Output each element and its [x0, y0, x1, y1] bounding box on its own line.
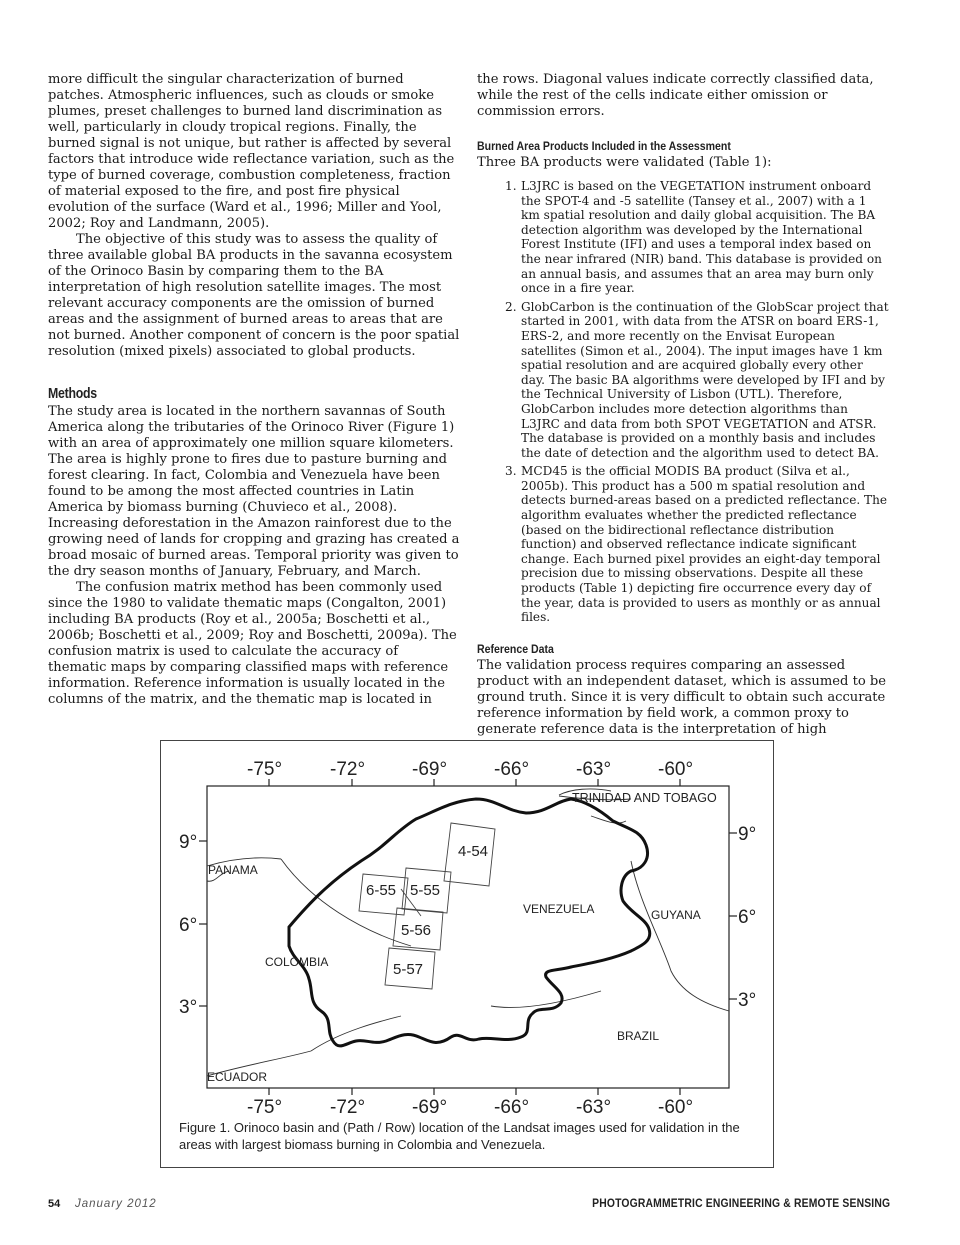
paragraph: The validation process requires comparing an assessed product with an independent dataset, which is assumed to be ground truth. Since it is very difficult to obtain such accurate reference information by field work, a common proxy to generate reference data is the interpretation of high: [477, 657, 887, 737]
lat-label: 6°: [179, 915, 198, 936]
lon-label: -60°: [658, 759, 694, 780]
lat-label: 3°: [738, 990, 757, 1011]
lon-label: -72°: [330, 1097, 366, 1118]
country-label: VENEZUELA: [523, 902, 595, 916]
scene-label: 6-55: [366, 882, 397, 899]
lon-label: -66°: [494, 1097, 530, 1118]
list-text: MCD45 is the official MODIS BA product (Silva et al., 2005b). This product has a 500 m spatial resolution and detects burned-areas based on a predicted reflectance. The algorithm evaluates whether the predicted reflectance (based on the bidirectional reflectance distribution function) and observed reflectance indicate significant change. Each burned pixel provides an eight-day temporal precision due to missing observations. Despite all these products (Table 1) depicting fire occurrence every day of the year, data is provided to users as monthly or as annual files.: [521, 464, 888, 625]
journal-name: PHOTOGRAMMETRIC ENGINEERING & REMOTE SENSING: [591, 1198, 890, 1210]
lon-label: -69°: [412, 759, 448, 780]
figure-caption: Figure 1. Orinoco basin and (Path / Row) location of the Landsat images used for validation in the areas with largest biomass burning in Colombia and Venezuela.: [179, 1120, 740, 1152]
page-number: 54: [48, 1198, 61, 1210]
lat-label: 3°: [179, 997, 198, 1018]
lon-label: -75°: [247, 1097, 283, 1118]
country-label: TRINIDAD AND TOBAGO: [572, 791, 717, 805]
country-label: ECUADOR: [207, 1070, 268, 1084]
scene-label: 5-56: [401, 922, 432, 939]
list-item: [477, 464, 889, 625]
products-list: [477, 179, 889, 625]
scene-label: 5-57: [393, 961, 424, 978]
list-text: GlobCarbon is the continuation of the GlobScar project that started in 2001, with data from the ATSR on board ERS-1, ERS-2, and more recently on the Envisat European satellites (Simon et al., 2004). The input images have 1 km spatial resolution and are acquired globally every other day. The basic BA algorithms were developed by IFI and by the Technical University of Lisbon (UTL). Therefore, GlobCarbon includes more detection algorithms than L3JRC and data from both SPOT VEGETATION and ATSR. The database is provided on a monthly basis and includes the date of detection and the algorithm used to detect BA.: [521, 299, 889, 460]
scene-label: 5-55: [410, 882, 441, 899]
scene-label: 4-54: [458, 843, 489, 860]
paragraph: the rows. Diagonal values indicate correctly classified data, while the rest of the cells indicate either omission or commission errors.: [477, 72, 874, 119]
lat-label: 9°: [179, 832, 198, 853]
right-column: [477, 72, 889, 738]
lon-label: -66°: [494, 759, 530, 780]
country-label: COLOMBIA: [265, 955, 329, 969]
paragraph: Three BA products were validated (Table 1):: [477, 155, 772, 170]
list-item: [477, 179, 889, 296]
list-text: L3JRC is based on the VEGETATION instrument onboard the SPOT-4 and -5 satellite (Tansey et al., 2007) with a 1 km spatial resolution and daily global acquisition. The BA detection algorithm was developed by the International Forest Institute (IFI) and uses a temporal index based on the near infrared (NIR) band. This database is provided on an annual basis, and assumes that an area may burn only once in a fire year.: [521, 179, 882, 296]
paragraph: more difficult the singular characterization of burned patches. Atmospheric influences, such as clouds or smoke plumes, preset challenges to burned land discrimination as well, particularly in cloudy tropical regions. Finally, the burned signal is not unique, but rather is affected by several factors that introduce wide reflectance variation, such as the type of burned coverage, combustion completeness, fraction of material exposed to the fire, and post fire physical evolution of the surface (Ward et al., 1996; Miller and Yool, 2002; Roy and Landmann, 2005).: [48, 72, 455, 231]
paragraph: The confusion matrix method has been commonly used since the 1980 to validate thematic maps (Congalton, 2001) including BA products (Roy et al., 2005a; Boschetti et al., 2006b; Boschetti et al., 2009; Roy and Boschetti, 2009a). The confusion matrix is used to calculate the accuracy of thematic maps by comparing classified maps with reference information. Reference information is usually located in the columns of the matrix, and the thematic map is located in: [48, 580, 457, 707]
subsection-heading-products: Burned Area Products Included in the Assessment: [477, 139, 731, 153]
list-item: [477, 300, 889, 461]
issue-date: January 2012: [75, 1198, 157, 1210]
country-label: PANAMA: [208, 863, 258, 877]
country-label: GUYANA: [651, 908, 701, 922]
lon-label: -69°: [412, 1097, 448, 1118]
paragraph: The objective of this study was to assess the quality of three available global BA products in the savanna ecosystem of the Orinoco Basin by comparing them to the BA interpretation of high resolution satellite images. The most relevant accuracy components are the omission of burned areas and the assignment of burned areas to areas that are not burned. Another component of concern is the poor spatial resolution (mixed pixels) associated to global products.: [48, 232, 460, 359]
left-column: [48, 72, 460, 708]
lon-label: -75°: [247, 759, 283, 780]
lat-label: 9°: [738, 824, 757, 845]
page-footer: [48, 1198, 890, 1218]
list-number: 2.: [505, 299, 517, 314]
paragraph: The study area is located in the northern savannas of South America along the tributaries of the Orinoco River (Figure 1) with an area of approximately one million square kilometers. The area is highly prone to fires due to pasture burning and forest clearing. In fact, Colombia and Venezuela have been found to be among the most affected countries in Latin America by biomass burning (Chuvieco et al., 2008). Increasing deforestation in the Amazon rainforest due to the growing need of lands for cropping and grazing has created a broad mosaic of burned areas. Temporal priority was given to the dry season months of January, February, and March.: [48, 404, 460, 579]
figure-1: [160, 740, 774, 1168]
section-heading-methods: Methods: [48, 386, 97, 402]
list-number: 3.: [505, 464, 517, 479]
lon-label: -63°: [576, 759, 612, 780]
lon-label: -60°: [658, 1097, 694, 1118]
lat-label: 6°: [738, 907, 757, 928]
lon-label: -63°: [576, 1097, 612, 1118]
subsection-heading-reference: Reference Data: [477, 641, 554, 656]
orinoco-map: [161, 741, 775, 1169]
lon-label: -72°: [330, 759, 366, 780]
list-number: 1.: [505, 179, 517, 193]
orinoco-basin-boundary: [289, 799, 650, 1046]
country-label: BRAZIL: [617, 1029, 660, 1043]
